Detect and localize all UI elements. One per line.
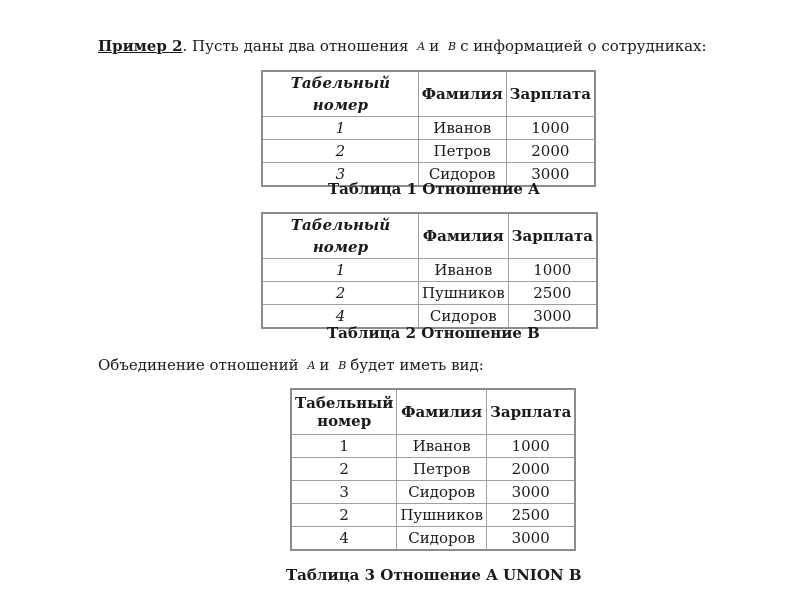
header-employee-id: Табельный номер: [262, 213, 418, 259]
table-row: [291, 481, 575, 504]
table-row: [291, 527, 575, 551]
table-row: [262, 140, 595, 163]
cell-employee-id: 2: [291, 504, 397, 527]
table-2-caption: Таблица 2 Отношение B: [327, 324, 540, 342]
table-header-row: [291, 389, 575, 435]
cell-surname: Пушников: [397, 504, 487, 527]
cell-surname: Петров: [418, 140, 506, 163]
cell-employee-id: 2: [262, 140, 418, 163]
cell-salary: 1000: [506, 117, 595, 140]
cell-salary: 2000: [487, 458, 576, 481]
intro-text: . Пусть даны два отношения: [182, 37, 409, 55]
union-text: Объединение отношений: [98, 356, 299, 374]
cell-surname: Пушников: [418, 282, 508, 305]
table-row: [291, 435, 575, 458]
cell-employee-id: 1: [291, 435, 397, 458]
cell-salary: 3000: [508, 305, 597, 329]
relation-b-symbol: B: [448, 40, 457, 53]
cell-surname: Сидоров: [397, 527, 487, 551]
cell-salary: 2500: [508, 282, 597, 305]
table-header-row: [262, 213, 597, 259]
header-salary: Зарплата: [506, 71, 595, 117]
cell-employee-id: 2: [262, 282, 418, 305]
cell-salary: 3000: [487, 527, 576, 551]
header-surname: Фамилия: [418, 71, 506, 117]
cell-employee-id: 4: [291, 527, 397, 551]
cell-salary: 1000: [508, 259, 597, 282]
header-employee-id: Табельный номер: [291, 389, 397, 435]
table-row: [262, 282, 597, 305]
cell-employee-id: 4: [262, 305, 418, 329]
header-surname: Фамилия: [418, 213, 508, 259]
cell-employee-id: 2: [291, 458, 397, 481]
header-surname: Фамилия: [397, 389, 487, 435]
cell-employee-id: 1: [262, 259, 418, 282]
header-salary: Зарплата: [487, 389, 576, 435]
example-title: Пример 2: [98, 37, 183, 55]
union-paragraph: [98, 355, 484, 377]
cell-surname: Иванов: [418, 117, 506, 140]
table-header-row: [262, 71, 595, 117]
cell-salary: 3000: [487, 481, 576, 504]
relation-a-table: [261, 70, 596, 187]
union-table: [290, 388, 576, 551]
cell-surname: Сидоров: [418, 163, 506, 187]
cell-surname: Иванов: [418, 259, 508, 282]
intro-paragraph: [98, 36, 707, 58]
table-row: [262, 259, 597, 282]
table-1-caption: Таблица 1 Отношение A: [328, 180, 540, 198]
cell-salary: 1000: [487, 435, 576, 458]
relation-a-symbol: A: [417, 40, 426, 53]
cell-surname: Петров: [397, 458, 487, 481]
union-conjunction: и: [319, 356, 330, 374]
table-row: [262, 117, 595, 140]
cell-salary: 2500: [487, 504, 576, 527]
cell-salary: 2000: [506, 140, 595, 163]
cell-employee-id: 1: [262, 117, 418, 140]
table-3-caption: Таблица 3 Отношение A UNION B: [286, 566, 582, 584]
intro-conjunction: и: [429, 37, 440, 55]
relation-a-symbol: A: [307, 359, 316, 372]
cell-surname: Сидоров: [418, 305, 508, 329]
header-salary: Зарплата: [508, 213, 597, 259]
relation-b-table: [261, 212, 598, 329]
cell-salary: 3000: [506, 163, 595, 187]
cell-surname: Сидоров: [397, 481, 487, 504]
table-row: [291, 458, 575, 481]
intro-text-end: с информацией о сотрудниках:: [460, 37, 707, 55]
union-text-end: будет иметь вид:: [350, 356, 484, 374]
cell-surname: Иванов: [397, 435, 487, 458]
cell-employee-id: 3: [262, 163, 418, 187]
header-employee-id: Табельный номер: [262, 71, 418, 117]
relation-b-symbol: B: [338, 359, 347, 372]
table-row: [291, 504, 575, 527]
cell-employee-id: 3: [291, 481, 397, 504]
